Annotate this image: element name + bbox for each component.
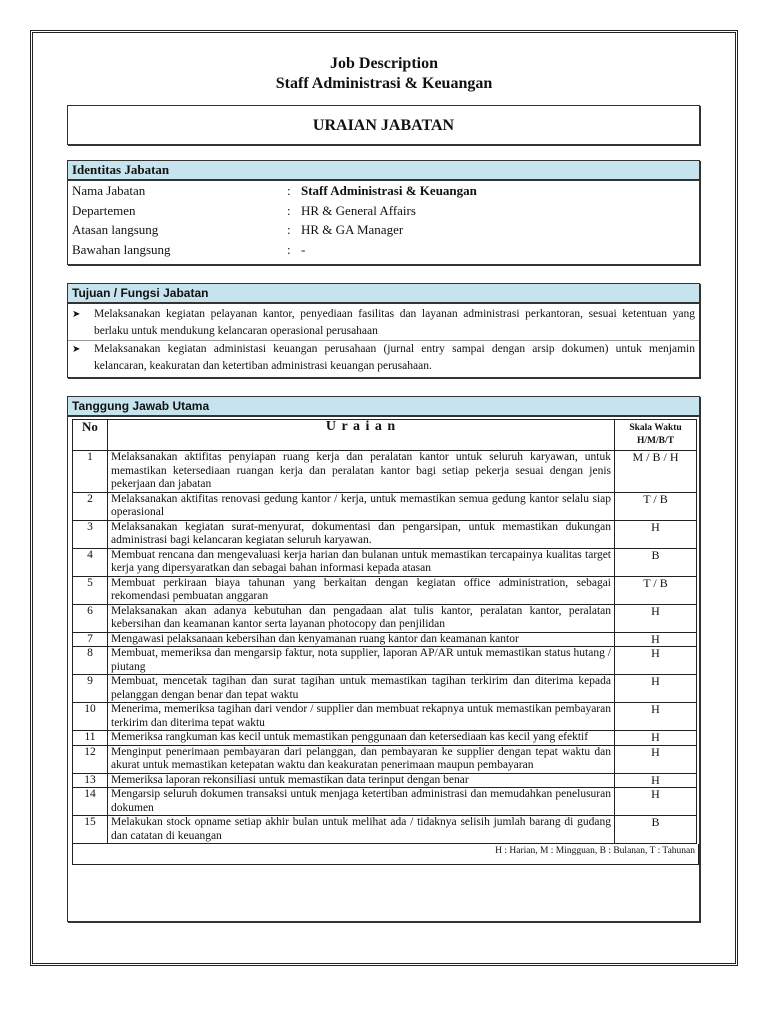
document-subtitle: Staff Administrasi & Keuangan bbox=[275, 75, 493, 92]
table-row bbox=[73, 492, 697, 520]
row-description: Menerima, memeriksa tagihan dari vendor / supplier dan membuat rekapnya untuk memastikan pembayaran terkirim dan diterima tepat waktu bbox=[108, 703, 615, 731]
row-number: 2 bbox=[73, 492, 108, 520]
responsibilities-table bbox=[72, 419, 697, 844]
tanggung-jawab-heading: Tanggung Jawab Utama bbox=[68, 397, 699, 417]
table-row bbox=[73, 548, 697, 576]
bullet-arrow-icon: ➤ bbox=[72, 344, 81, 355]
col-skala-label: Skala Waktu bbox=[629, 423, 682, 433]
row-number: 10 bbox=[73, 703, 108, 731]
row-description: Melaksanakan aktifitas penyiapan ruang kerja dan peralatan kantor untuk seluruh karyawan, untuk memastikan ketersediaan ruangan kerja dan peralatan kantor bagi setiap pekerja sesuai dengan jenis pekerjaan dan jabatan bbox=[108, 451, 615, 493]
row-description: Memeriksa rangkuman kas kecil untuk memastikan penggunaan dan ketersediaan kas kecil yang efektif bbox=[108, 731, 615, 746]
row-description: Menginput penerimaan pembayaran dari pelanggan, dan pembayaran ke supplier dengan tepat waktu dan akurat untuk memastikan ketepatan waktu dan keakuratan penerimaan maupun pembayaran bbox=[108, 745, 615, 773]
uraian-jabatan-heading: URAIAN JABATAN bbox=[67, 105, 700, 145]
row-skala: H bbox=[615, 703, 697, 731]
table-row bbox=[73, 788, 697, 816]
row-number: 15 bbox=[73, 816, 108, 844]
table-row bbox=[73, 604, 697, 632]
row-skala: H bbox=[615, 675, 697, 703]
row-description: Mengarsip seluruh dokumen transaksi untuk menjaga ketertiban administrasi dan memudahkan penelusuran dokumen bbox=[108, 788, 615, 816]
identitas-value: - bbox=[301, 241, 306, 257]
bullet-arrow-icon: ➤ bbox=[72, 309, 81, 320]
tujuan-text: Melaksanakan kegiatan pelayanan kantor, penyediaan fasilitas dan layanan administrasi perkantoran, sesuai ketentuan yang berlaku untuk mendukung kelancaran operasional perusahaan bbox=[94, 308, 695, 337]
table-row bbox=[73, 451, 697, 493]
legend: H : Harian, M : Mingguan, B : Bulanan, T : Tahunan bbox=[72, 844, 699, 865]
identitas-row bbox=[68, 220, 699, 240]
tujuan-section bbox=[67, 283, 700, 378]
row-description: Melaksanakan kegiatan surat-menyurat, dokumentasi dan pengarsipan, untuk memastikan dukungan administrasi bagi kelancaran kegiatan seluruh karyawan. bbox=[108, 520, 615, 548]
tujuan-heading: Tujuan / Fungsi Jabatan bbox=[68, 284, 699, 304]
col-no: No bbox=[73, 420, 108, 451]
table-row bbox=[73, 520, 697, 548]
row-number: 3 bbox=[73, 520, 108, 548]
row-skala: H bbox=[615, 632, 697, 647]
separator: : bbox=[287, 202, 291, 218]
col-uraian: U r a i a n bbox=[108, 420, 615, 451]
identitas-label: Departemen bbox=[72, 202, 136, 218]
document-title: Job Description bbox=[330, 55, 438, 72]
row-skala: B bbox=[615, 548, 697, 576]
row-skala: H bbox=[615, 731, 697, 746]
table-row bbox=[73, 632, 697, 647]
row-number: 8 bbox=[73, 647, 108, 675]
row-description: Membuat rencana dan mengevaluasi kerja harian dan bulanan untuk memastikan tercapainya kualitas target kerja yang dipersyaratkan dan sebagai bahan informasi kepada atasan bbox=[108, 548, 615, 576]
row-number: 6 bbox=[73, 604, 108, 632]
table-row bbox=[73, 773, 697, 788]
table-row bbox=[73, 816, 697, 844]
separator: : bbox=[287, 241, 291, 257]
identitas-row bbox=[68, 201, 699, 221]
row-description: Membuat, memeriksa dan mengarsip faktur, nota supplier, laporan AP/AR untuk memastikan status hutang / piutang bbox=[108, 647, 615, 675]
table-row bbox=[73, 647, 697, 675]
row-number: 5 bbox=[73, 576, 108, 604]
row-skala: H bbox=[615, 773, 697, 788]
row-description: Melaksanakan aktifitas renovasi gedung kantor / kerja, untuk memastikan semua gedung kantor selalu siap operasional bbox=[108, 492, 615, 520]
identitas-row bbox=[68, 240, 699, 260]
identitas-value: HR & GA Manager bbox=[301, 222, 404, 237]
row-description: Membuat perkiraan biaya tahunan yang berkaitan dengan kegiatan office administration, sebagai rekomendasi pembuatan anggaran bbox=[108, 576, 615, 604]
identitas-row bbox=[68, 181, 699, 201]
separator: : bbox=[287, 222, 291, 237]
table-row bbox=[73, 745, 697, 773]
col-skala bbox=[615, 420, 697, 451]
row-description: Melakukan stock opname setiap akhir bulan untuk melihat ada / tidaknya selisih jumlah barang di gudang dan catatan di keuangan bbox=[108, 816, 615, 844]
row-skala: H bbox=[615, 647, 697, 675]
tujuan-item bbox=[68, 306, 699, 341]
row-number: 9 bbox=[73, 675, 108, 703]
table-row bbox=[73, 675, 697, 703]
row-description: Mengawasi pelaksanaan kebersihan dan kenyamanan ruang kantor dan keamanan kantor bbox=[108, 632, 615, 647]
identitas-label: Bawahan langsung bbox=[72, 241, 171, 257]
identitas-value: Staff Administrasi & Keuangan bbox=[301, 183, 477, 198]
row-number: 4 bbox=[73, 548, 108, 576]
identitas-section bbox=[67, 160, 700, 265]
row-skala: T / B bbox=[615, 576, 697, 604]
row-description: Melaksanakan akan adanya kebutuhan dan pengadaan alat tulis kantor, peralatan kantor, peralatan kebersihan dan keamanan kantor serta layanan photocopy dan penjilidan bbox=[108, 604, 615, 632]
separator: : bbox=[287, 183, 291, 198]
row-number: 14 bbox=[73, 788, 108, 816]
row-number: 11 bbox=[73, 731, 108, 746]
identitas-label: Nama Jabatan bbox=[72, 183, 146, 198]
identitas-heading: Identitas Jabatan bbox=[68, 161, 699, 181]
row-skala: H bbox=[615, 745, 697, 773]
row-skala: M / B / H bbox=[615, 451, 697, 493]
row-skala: H bbox=[615, 604, 697, 632]
row-skala: H bbox=[615, 788, 697, 816]
tujuan-item bbox=[68, 341, 699, 375]
row-description: Memeriksa laporan rekonsiliasi untuk memastikan data terinput dengan benar bbox=[108, 773, 615, 788]
row-skala: T / B bbox=[615, 492, 697, 520]
tujuan-text: Melaksanakan kegiatan administasi keuangan perusahaan (jurnal entry sampai dengan arsip dokumen) untuk menjamin kelancaran, keakuratan dan ketertiban administrasi keuangan perusahaan. bbox=[94, 343, 695, 372]
table-row bbox=[73, 576, 697, 604]
row-number: 12 bbox=[73, 745, 108, 773]
col-skala-sub: H/M/B/T bbox=[637, 436, 674, 446]
table-row bbox=[73, 731, 697, 746]
row-number: 7 bbox=[73, 632, 108, 647]
tanggung-jawab-section bbox=[67, 396, 700, 922]
table-row bbox=[73, 703, 697, 731]
row-description: Membuat, mencetak tagihan dan surat tagihan untuk memastikan tagihan terkirim dan diterima kepada pelanggan dengan benar dan tepat waktu bbox=[108, 675, 615, 703]
row-number: 13 bbox=[73, 773, 108, 788]
row-number: 1 bbox=[73, 451, 108, 493]
identitas-label: Atasan langsung bbox=[72, 222, 159, 237]
identitas-value: HR & General Affairs bbox=[301, 202, 416, 218]
row-skala: H bbox=[615, 520, 697, 548]
row-skala: B bbox=[615, 816, 697, 844]
